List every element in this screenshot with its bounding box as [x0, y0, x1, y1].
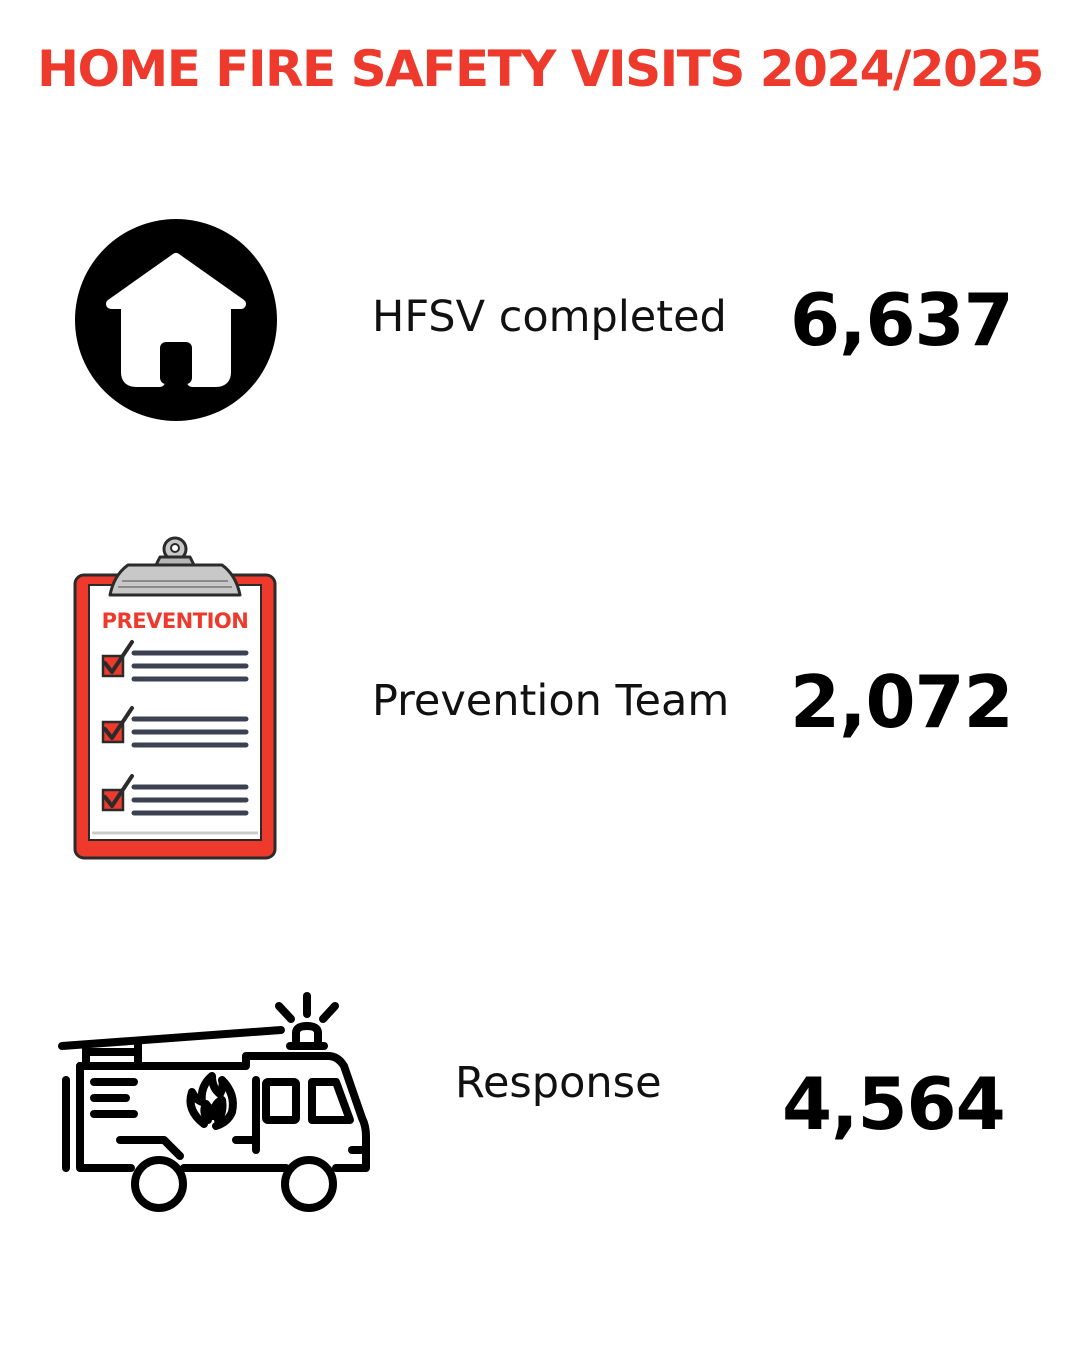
- clipboard-icon: [72, 535, 278, 861]
- stat-label-prevention: Prevention Team: [372, 676, 730, 726]
- stat-label-hfsv: HFSV completed: [372, 292, 727, 342]
- stat-label-response: Response: [455, 1058, 662, 1108]
- stat-value-hfsv: 6,637: [790, 278, 1013, 362]
- fire-truck-icon: [56, 990, 376, 1215]
- house-icon: [74, 218, 278, 422]
- clipboard-text: PREVENTION: [101, 609, 249, 633]
- page-title: HOME FIRE SAFETY VISITS 2024/2025: [37, 40, 1043, 98]
- stat-value-response: 4,564: [782, 1062, 1005, 1146]
- stat-value-prevention: 2,072: [790, 660, 1013, 744]
